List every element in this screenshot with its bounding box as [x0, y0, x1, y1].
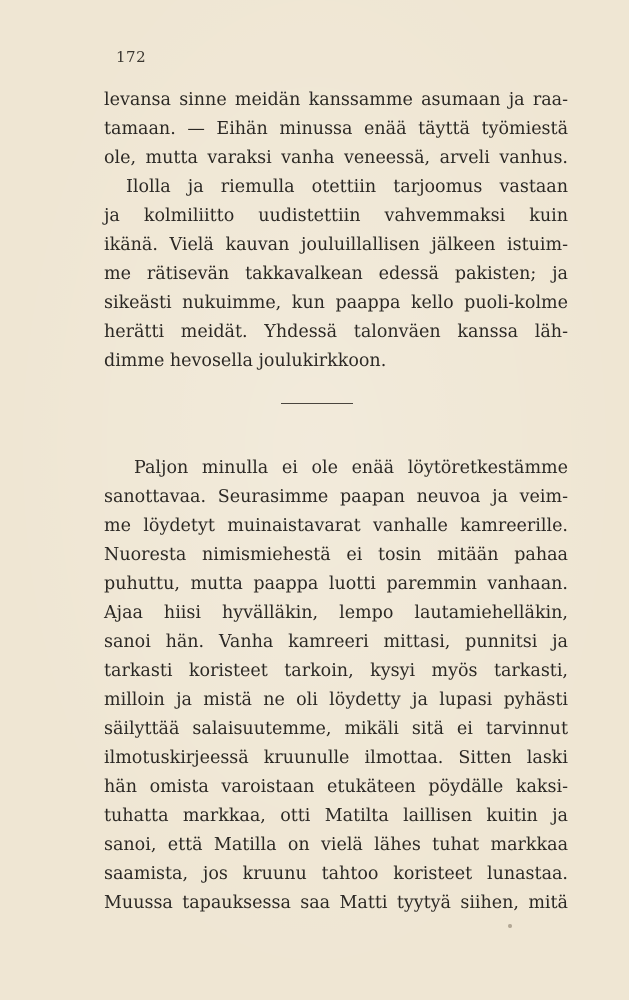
- text-line: saamista, jos kruunu tahtoo koristeet lunastaa.: [104, 864, 568, 884]
- text-line: herätti meidät. Yhdessä talonväen kanssa läh-: [104, 322, 568, 342]
- section-divider: [281, 403, 353, 404]
- text-line: puhuttu, mutta paappa luotti paremmin vanhaan.: [104, 574, 568, 594]
- text-line: Ilolla ja riemulla otettiin tarjoomus vastaan: [126, 177, 568, 197]
- text-line: Muussa tapauksessa saa Matti tyytyä siihen, mitä: [104, 893, 568, 913]
- text-line: levansa sinne meidän kanssamme asumaan ja raa-: [104, 90, 568, 110]
- text-line: ja kolmiliitto uudistettiin vahvemmaksi kuin: [104, 206, 568, 226]
- text-line: Ajaa hiisi hyvälläkin, lempo lautamiehelläkin,: [104, 603, 568, 623]
- text-line: ilmotuskirjeessä kruunulle ilmottaa. Sitten laski: [104, 748, 568, 768]
- text-line: Paljon minulla ei ole enää löytöretkestämme: [134, 458, 568, 478]
- text-line: me löydetyt muinaistavarat vanhalle kamreerille.: [104, 516, 568, 536]
- text-line: milloin ja mistä ne oli löydetty ja lupasi pyhästi: [104, 690, 568, 710]
- text-line: dimme hevosella joulukirkkoon.: [104, 351, 387, 371]
- text-line: tarkasti koristeet tarkoin, kysyi myös tarkasti,: [104, 661, 568, 681]
- text-line: sikeästi nukuimme, kun paappa kello puoli-kolme: [104, 293, 568, 313]
- text-line: me rätisevän takkavalkean edessä pakisten; ja: [104, 264, 568, 284]
- page-number: 172: [116, 48, 147, 66]
- text-line: ikänä. Vielä kauvan jouluillallisen jälkeen istuim-: [104, 235, 568, 255]
- text-line: sanoi, että Matilla on vielä lähes tuhat markkaa: [104, 835, 568, 855]
- text-line: tamaan. — Eihän minussa enää täyttä työmiestä: [104, 119, 568, 139]
- paragraph-1: [104, 86, 568, 376]
- paper-speck: [508, 924, 512, 928]
- text-line: hän omista varoistaan etukäteen pöydälle kaksi-: [104, 777, 568, 797]
- text-line: säilyttää salaisuutemme, mikäli sitä ei tarvinnut: [104, 719, 568, 739]
- text-line: Nuoresta nimismiehestä ei tosin mitään pahaa: [104, 545, 568, 565]
- text-line: tuhatta markkaa, otti Matilta laillisen kuitin ja: [104, 806, 568, 826]
- paragraph-2: [104, 454, 568, 918]
- text-line: sanottavaa. Seurasimme paapan neuvoa ja veim-: [104, 487, 568, 507]
- text-line: sanoi hän. Vanha kamreeri mittasi, punnitsi ja: [104, 632, 568, 652]
- text-line: ole, mutta varaksi vanha veneessä, arveli vanhus.: [104, 148, 568, 168]
